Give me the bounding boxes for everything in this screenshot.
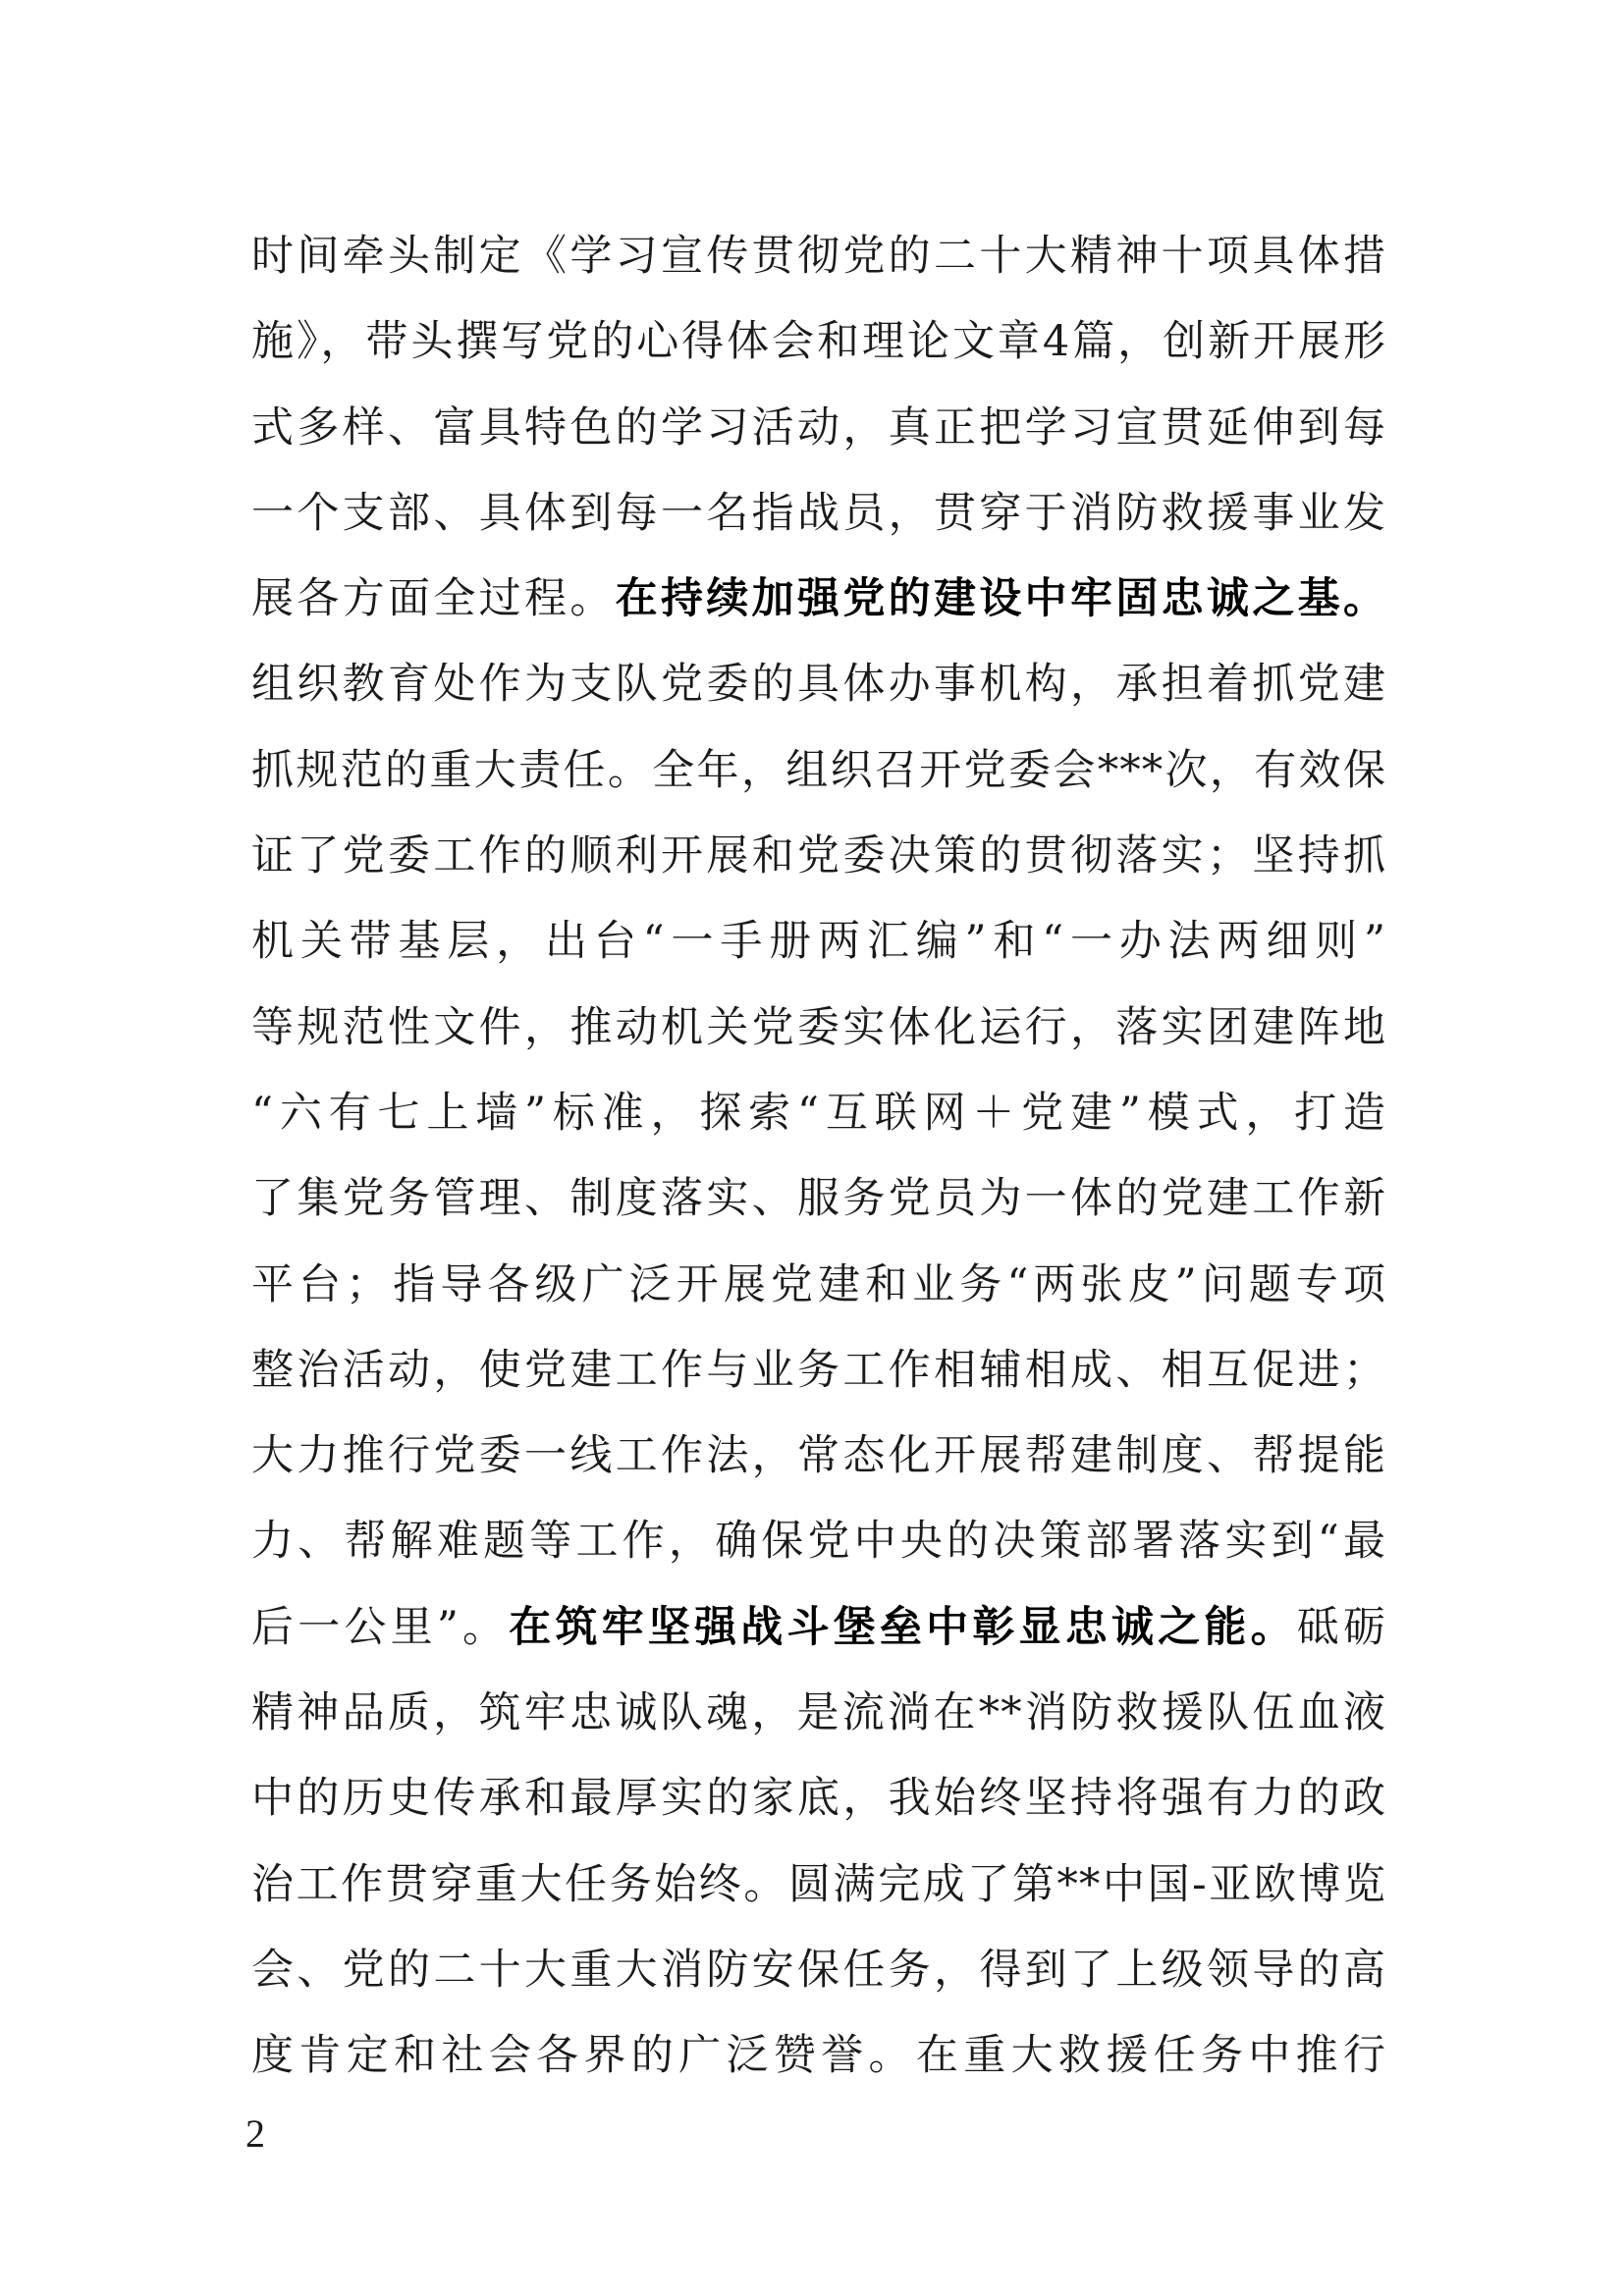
text-segment: 等规范性文件，推动机关党委实体化运行，落实团建阵地	[251, 1002, 1386, 1052]
text-line	[251, 642, 1386, 727]
text-line	[251, 214, 1386, 299]
text-segment: 会、党的二十大重大消防安保任务，得到了上级领导的高	[251, 1945, 1386, 1995]
text-segment: 证了党委工作的顺利开展和党委决策的贯彻落实；坚持抓	[251, 831, 1386, 881]
text-segment: 平台；指导各级广泛开展党建和业务“两张皮”问题专项	[251, 1259, 1386, 1309]
text-segment: 精神品质，筑牢忠诚队魂，是流淌在**消防救援队伍血液	[251, 1688, 1386, 1738]
text-line	[251, 986, 1386, 1071]
page-number: 2	[245, 2111, 265, 2156]
text-line	[251, 471, 1386, 557]
document-body-text	[251, 214, 1386, 2100]
text-segment: 了集党务管理、制度落实、服务党员为一体的党建工作新	[251, 1174, 1386, 1224]
text-line	[251, 1414, 1386, 1499]
text-line	[251, 1842, 1386, 1928]
text-line	[251, 386, 1386, 471]
text-segment: 机关带基层，出台“一手册两汇编”和“一办法两细则”	[251, 917, 1386, 967]
text-segment: “六有七上墙”标准，探索“互联网＋党建”模式，打造	[251, 1088, 1386, 1138]
text-line	[251, 814, 1386, 899]
text-line	[251, 1585, 1386, 1671]
text-line	[251, 1243, 1386, 1328]
text-segment: 一个支部、具体到每一名指战员，贯穿于消防救援事业发	[251, 488, 1386, 538]
text-segment: 度肯定和社会各界的广泛赞誉。在重大救援任务中推行	[251, 2031, 1386, 2081]
text-line	[251, 299, 1386, 385]
text-line	[251, 1756, 1386, 1842]
text-line	[251, 1156, 1386, 1242]
text-segment: 后一公里”。	[251, 1602, 510, 1652]
text-line	[251, 2013, 1386, 2099]
text-line	[251, 1071, 1386, 1156]
text-segment: 中的历史传承和最厚实的家底，我始终坚持将强有力的政	[251, 1774, 1386, 1824]
text-segment: 展各方面全过程。	[251, 574, 616, 624]
text-segment: 整治活动，使党建工作与业务工作相辅相成、相互促进；	[251, 1345, 1386, 1395]
text-segment: 治工作贯穿重大任务始终。圆满完成了第**中国-亚欧博览	[251, 1859, 1386, 1909]
text-line	[251, 899, 1386, 985]
text-segment: 施》，带头撰写党的心得体会和理论文章4篇，创新开展形	[251, 317, 1386, 367]
text-segment: 砥砺	[1296, 1602, 1387, 1652]
text-line	[251, 728, 1386, 814]
text-line	[251, 1928, 1386, 2013]
text-segment: 时间牵头制定《学习宣传贯彻党的二十大精神十项具体措	[251, 232, 1386, 281]
text-segment: 抓规范的重大责任。全年，组织召开党委会***次，有效保	[251, 745, 1386, 795]
text-segment: 式多样、富具特色的学习活动，真正把学习宣贯延伸到每	[251, 402, 1386, 453]
text-segment: 力、帮解难题等工作，确保党中央的决策部署落实到“最	[251, 1517, 1386, 1567]
bold-heading-segment: 在持续加强党的建设中牢固忠诚之基。	[615, 574, 1387, 624]
text-line	[251, 1499, 1386, 1584]
text-line	[251, 557, 1386, 642]
bold-heading-segment: 在筑牢坚强战斗堡垒中彰显忠诚之能。	[509, 1602, 1297, 1652]
text-segment: 组织教育处作为支队党委的具体办事机构，承担着抓党建	[251, 660, 1386, 710]
text-segment: 大力推行党委一线工作法，常态化开展帮建制度、帮提能	[251, 1431, 1386, 1481]
text-line	[251, 1328, 1386, 1414]
text-line	[251, 1671, 1386, 1756]
